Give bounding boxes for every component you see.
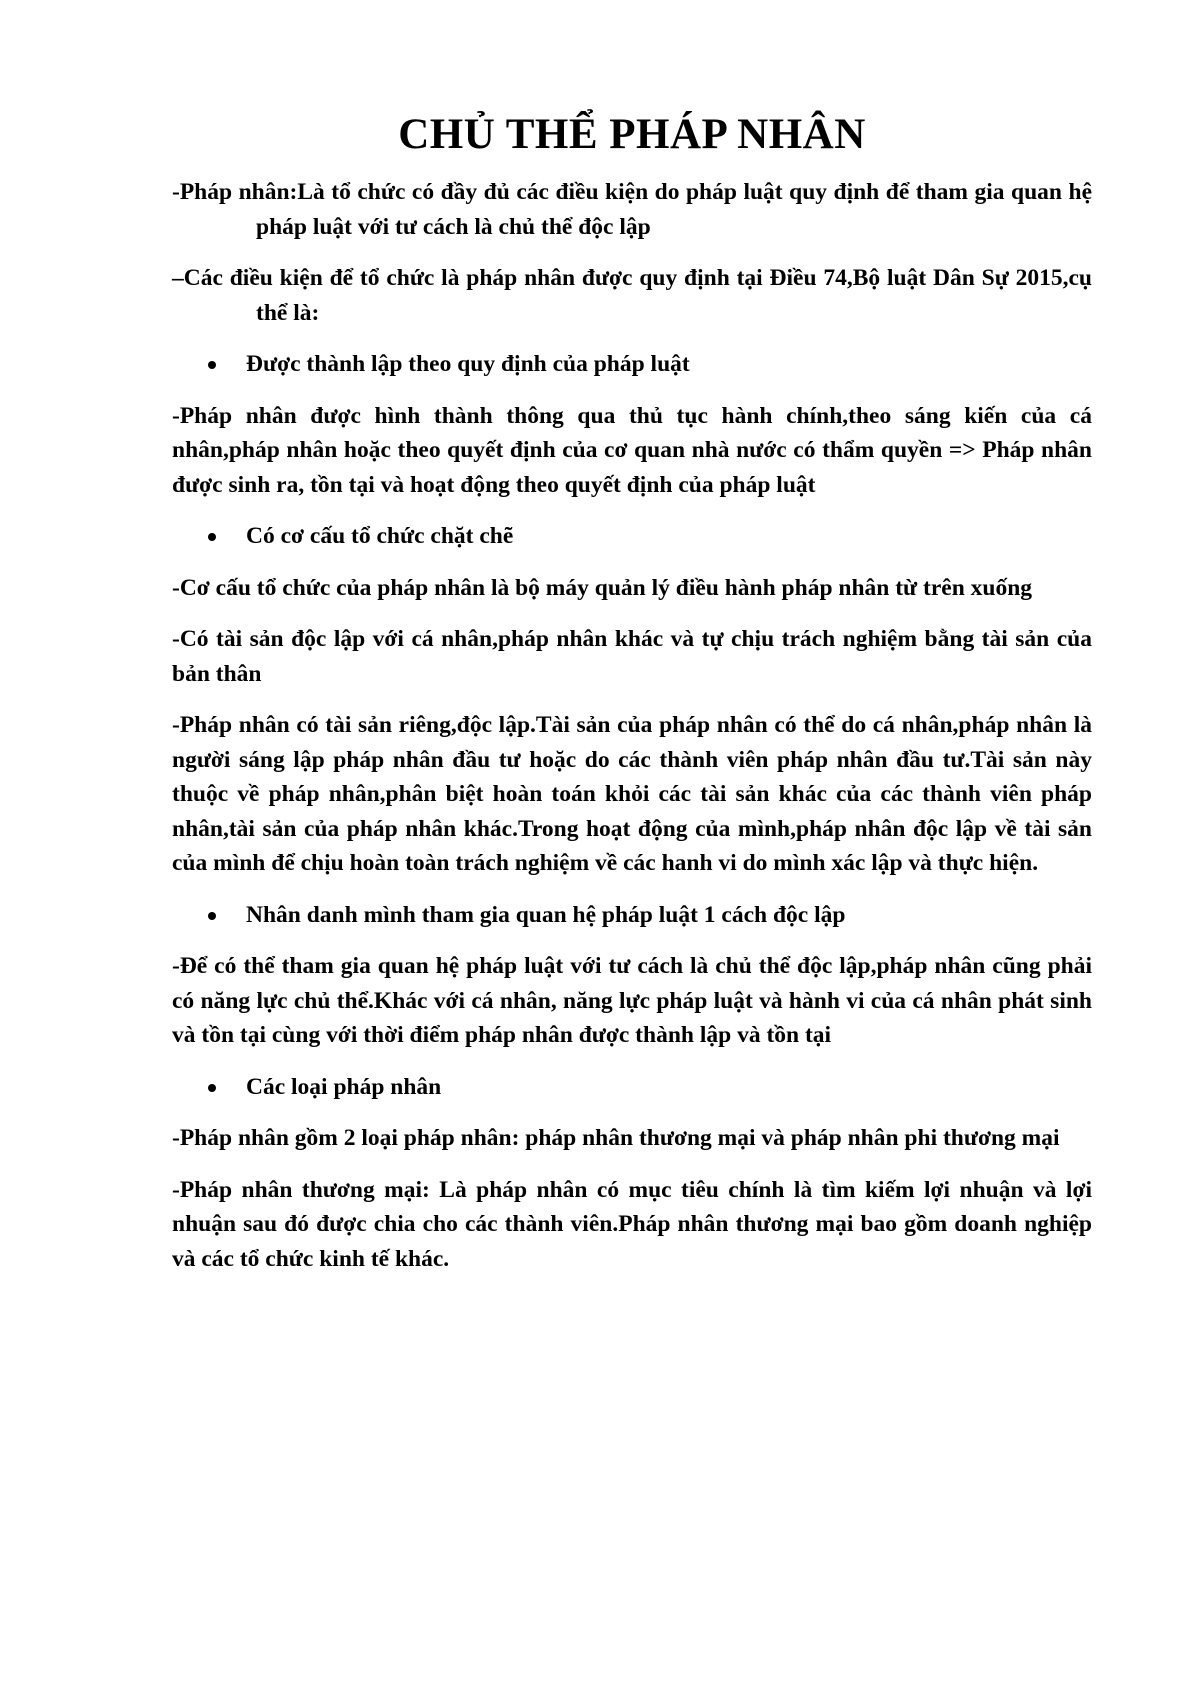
bullet-label: Các loại pháp nhân	[246, 1073, 442, 1100]
bullet-dot-icon	[208, 912, 216, 920]
bullet-item-established	[172, 347, 1092, 382]
bullet-dot-icon	[208, 533, 216, 541]
bullet-dot-icon	[208, 1084, 216, 1092]
bullet-item-structure	[172, 519, 1092, 554]
paragraph-legal-capacity: -Để có thể tham gia quan hệ pháp luật với tư cách là chủ thể độc lập,pháp nhân cũng phải có năng lực chủ thể.Khác với cá nhân, năng lực pháp luật và hành vi của cá nhân phát sinh và tồn tại cùng với thời điểm pháp nhân được thành lập và tồn tại	[172, 953, 1092, 1048]
paragraph-structure: -Cơ cấu tổ chức của pháp nhân là bộ máy quản lý điều hành pháp nhân từ trên xuống	[172, 574, 1033, 601]
document-title: CHỦ THỂ PHÁP NHÂN	[398, 111, 866, 158]
definition-paragraph: -Pháp nhân:Là tổ chức có đầy đủ các điều kiện do pháp luật quy định để tham gia quan hệ pháp luật với tư cách là chủ thể độc lập	[172, 179, 1092, 240]
bullet-label: Có cơ cấu tổ chức chặt chẽ	[246, 523, 514, 549]
bullet-item-types	[172, 1070, 1092, 1105]
paragraph-commercial: -Pháp nhân thương mại: Là pháp nhân có mục tiêu chính là tìm kiếm lợi nhuận và lợi nhuận sau đó được chia cho các thành viên.Pháp nhân thương mại bao gồm doanh nghiệp và các tổ chức kinh tế khác.	[172, 1176, 1092, 1272]
paragraph-types: -Pháp nhân gồm 2 loại pháp nhân: pháp nhân thương mại và pháp nhân phi thương mại	[172, 1125, 1060, 1151]
bullet-label: Được thành lập theo quy định của pháp luật	[246, 351, 690, 377]
conditions-paragraph: –Các điều kiện để tổ chức là pháp nhân được quy định tại Điều 74,Bộ luật Dân Sự 2015,cụ thể là:	[172, 265, 1092, 326]
paragraph-independent-assets: -Có tài sản độc lập với cá nhân,pháp nhân khác và tự chịu trách nghiệm bằng tài sản của bản thân	[172, 626, 1092, 687]
document-page	[172, 110, 1092, 1293]
paragraph-assets-detail: -Pháp nhân có tài sản riêng,độc lập.Tài sản của pháp nhân có thể do cá nhân,pháp nhân là người sáng lập pháp nhân đầu tư hoặc do các thành viên pháp nhân đầu tư.Tài sản này thuộc về pháp nhân,phân biệt hoàn toán khỏi các tài sản khác của các thành viên pháp nhân,tài sản của pháp nhân khác.Trong hoạt động của mình,pháp nhân độc lập về tài sản của mình để chịu hoàn toàn trách nghiệm về các hanh vi do mình xác lập và thực hiện.	[172, 712, 1092, 876]
paragraph-establishment: -Pháp nhân được hình thành thông qua thủ tục hành chính,theo sáng kiến của cá nhân,pháp nhân hoặc theo quyết định của cơ quan nhà nước có thẩm quyền => Pháp nhân được sinh ra, tồn tại và hoạt động theo quyết định của pháp luật	[172, 402, 1092, 498]
bullet-label: Nhân danh mình tham gia quan hệ pháp luật 1 cách độc lập	[246, 901, 846, 928]
bullet-item-independent-participation	[172, 898, 1092, 933]
bullet-dot-icon	[208, 361, 216, 369]
